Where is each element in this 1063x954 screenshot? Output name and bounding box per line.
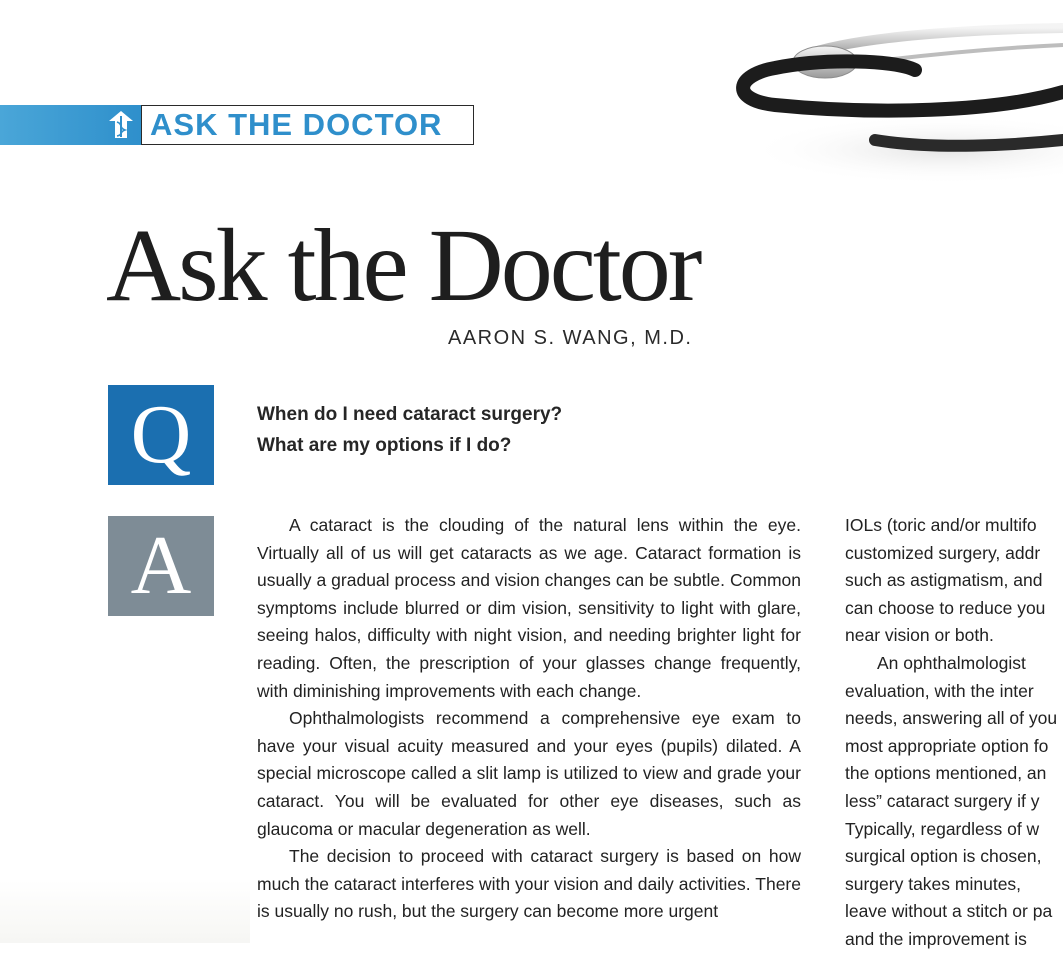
answer-column-2: [845, 512, 1063, 954]
answer-paragraph: Ophthalmologists recommend a comprehensive eye exam to have your visual acuity measured and your eyes (pupils) dilated. A special microscope called a slit lamp is utilized to view and grade your cataract. You will be evaluated for other eye diseases, such as glaucoma or macular degeneration as well.: [257, 708, 801, 839]
column-line: leave without a stitch or pa: [845, 901, 1053, 922]
column-line: and the improvement is: [845, 928, 1027, 949]
answer-paragraph: A cataract is the clouding of the natural lens within the eye. Virtually all of us will get cataracts as we age. Cataract formation is usually a gradual process and vision changes can be subtle. Common symptoms include blurred or dim vision, sensitivity to light with glare, seeing halos, difficulty with night vision, and needing brighter light for reading. Often, the prescription of your glasses change frequently, with diminishing improvements with each change.: [257, 515, 801, 701]
bottom-fade: [0, 880, 250, 943]
column-line: can choose to reduce you: [845, 597, 1046, 618]
author-byline: AARON S. WANG, M.D.: [448, 327, 693, 349]
column-line: such as astigmatism, and: [845, 570, 1043, 591]
column-line: evaluation, with the inter: [845, 680, 1034, 701]
page-title: Ask the Doctor: [106, 208, 700, 323]
column-line: less” cataract surgery if y: [845, 790, 1040, 811]
stethoscope-image: [715, 0, 1063, 185]
column-line: customized surgery, addr: [845, 542, 1041, 563]
question-line: When do I need cataract surgery?: [257, 404, 563, 425]
column-line: surgery takes minutes,: [845, 873, 1022, 894]
answer-marker: A: [108, 516, 214, 616]
question-line: What are my options if I do?: [257, 435, 512, 456]
column-line: near vision or both.: [845, 625, 994, 646]
question-marker: Q: [108, 385, 214, 485]
section-label: ASK THE DOCTOR: [150, 107, 443, 142]
answer-column-1: [257, 512, 801, 926]
caduceus-icon: [108, 110, 134, 140]
answer-paragraph: The decision to proceed with cataract surgery is based on how much the cataract interferes with your vision and daily activities. There is usually no rush, but the surgery can become more urgent: [257, 846, 801, 922]
column-line: the options mentioned, an: [845, 763, 1047, 784]
column-line: surgical option is chosen,: [845, 846, 1042, 867]
column-line: An ophthalmologist: [877, 652, 1026, 673]
column-line: most appropriate option fo: [845, 735, 1049, 756]
column-line: IOLs (toric and/or multifo: [845, 515, 1037, 535]
column-line: needs, answering all of you: [845, 708, 1058, 729]
column-line: Typically, regardless of w: [845, 818, 1040, 839]
question-text: [257, 399, 757, 461]
